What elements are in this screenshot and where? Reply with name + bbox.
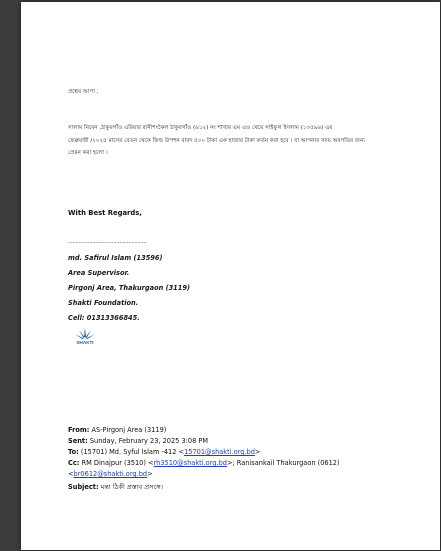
- signer-cell: Cell: 01313366845.: [68, 314, 140, 322]
- logo-text: SHAKTI: [76, 340, 94, 345]
- email-subject: Subject: মন্তা ঠিকী প্রস্তাব প্রসঙ্গে।: [68, 483, 163, 491]
- signature-line: ....................................................: [68, 238, 147, 245]
- closing-regards: With Best Regards,: [68, 209, 142, 217]
- email-cc-cont: <br0612@shakti.org.bd>: [68, 470, 153, 478]
- document-page: [21, 2, 440, 550]
- email-sent: Sent: Sunday, February 23, 2025 3:08 PM: [68, 437, 209, 445]
- signer-name: md. Safirul Islam (13596): [68, 254, 163, 262]
- salutation: প্রশ্নেয় আপা ,: [68, 89, 99, 95]
- to-email-link[interactable]: 15701@shakti.org.bd: [184, 448, 255, 456]
- email-cc: Cc: RM Dinajpur (3510) <rh3510@shakti.org.bd>; Ranisankail Thakurgaon (0612): [68, 459, 340, 467]
- body-line-2: ফেব্রুয়ারী /২০২৫ মাসের বেতন থেকে ফিল্ড উপশন বাবদ ৫০০ টাকা এক হাজার টাকা কর্তন করা হবে । যা আপনার সদয় অবগতির জন্য: [68, 138, 365, 144]
- body-line-1: সালাম নিবেন ,ঠাকুরগাঁও এরিয়ার রানীশংকৈল ঠাকুরগাঁও (৬১২) নং শাখার এম এও থেয়ে সাইফুল ইসলাম (১৩৫৯৬) এর: [68, 125, 333, 131]
- signer-org: Shakti Foundation.: [68, 299, 139, 307]
- email-to: To: (15701) Md. Syful Islam -412 <15701@shakti.org.bd>: [68, 448, 261, 456]
- cc-email-link-2[interactable]: br0612@shakti.org.bd: [73, 470, 148, 478]
- signer-title: Area Supervisor.: [68, 269, 130, 277]
- cc-email-link-1[interactable]: rh3510@shakti.org.bd: [153, 459, 227, 467]
- body-line-3: প্রেরন করা হলো ।: [68, 150, 108, 156]
- email-from: From: AS-Pirgonj Area (3119): [68, 426, 167, 434]
- signer-area: Pirgonj Area, Thakurgaon (3119): [68, 284, 190, 292]
- shakti-logo: [71, 324, 99, 348]
